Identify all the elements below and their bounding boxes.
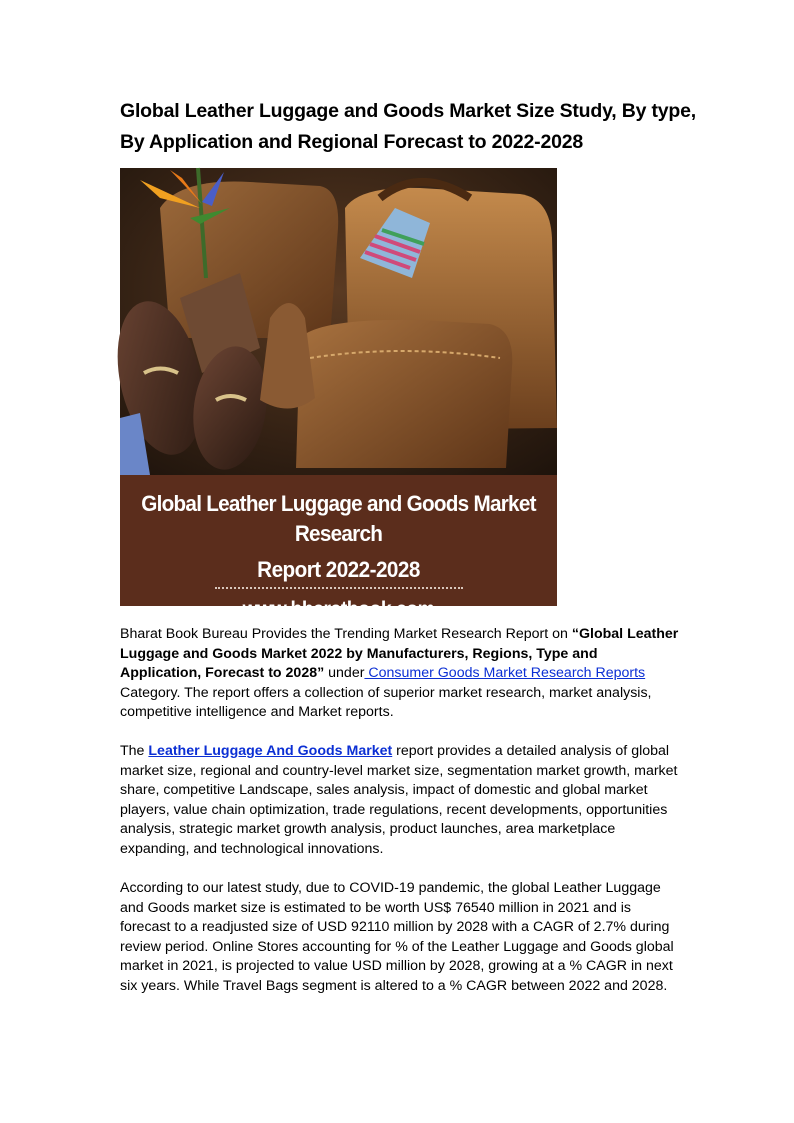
market-link[interactable]: Leather Luggage And Goods Market — [148, 743, 393, 759]
study-paragraph: According to our latest study, due to COVID-19 pandemic, the global Leather Luggage and Goods market size is estimated to be worth US$ 76540 million in 2021 and is forecast to a readjusted size of USD 92110 million by 2028 with a CAGR of 2.7% during review period. Online Stores accounting for % of the Leather Luggage and Goods global market in 2021, is projected to value USD million by 2028, growing at a % CAGR in next six years. While Travel Bags segment is altered to a % CAGR between 2022 and 2028. — [120, 880, 674, 994]
intro-paragraph — [120, 625, 680, 723]
intro-text: Bharat Book Bureau Provides the Trending Market Research Report on — [120, 626, 572, 642]
report-title-bold: “Global Leather Luggage and Goods Market 2022 by Manufacturers, Regions, Type and Application, Forecast to 2028” — [120, 626, 679, 682]
banner-url: www.bharatbook.com — [242, 598, 435, 621]
hero-image — [120, 168, 557, 621]
analysis-rest-text: report provides a detailed analysis of global market size, regional and country-level market size, segmentation market growth, market share, competitive Landscape, sales analysis, impact of domestic and global market players, value chain optimization, trade regulations, recent developments, opportunities analysis, strategic market growth analysis, product launches, area marketplace expanding, and technological innovations. — [120, 743, 678, 857]
category-link[interactable]: Consumer Goods Market Research Reports — [364, 665, 646, 682]
leather-goods-photo — [120, 168, 557, 475]
banner-title-line2: Report 2022-2028 — [257, 557, 420, 582]
intro-rest-text: Category. The report offers a collection of superior market research, market analysis, competitive intelligence and Market reports. — [120, 684, 652, 721]
banner-divider — [215, 587, 463, 589]
under-text: under — [324, 665, 365, 682]
page-title: Global Leather Luggage and Goods Market Size Study, By type, By Application and Regional Forecast to 2022-2028 — [120, 100, 696, 153]
banner-title-line1: Global Leather Luggage and Goods Market Research — [141, 491, 536, 546]
the-text: The — [120, 743, 149, 759]
image-banner — [120, 475, 557, 621]
analysis-paragraph — [120, 742, 680, 860]
